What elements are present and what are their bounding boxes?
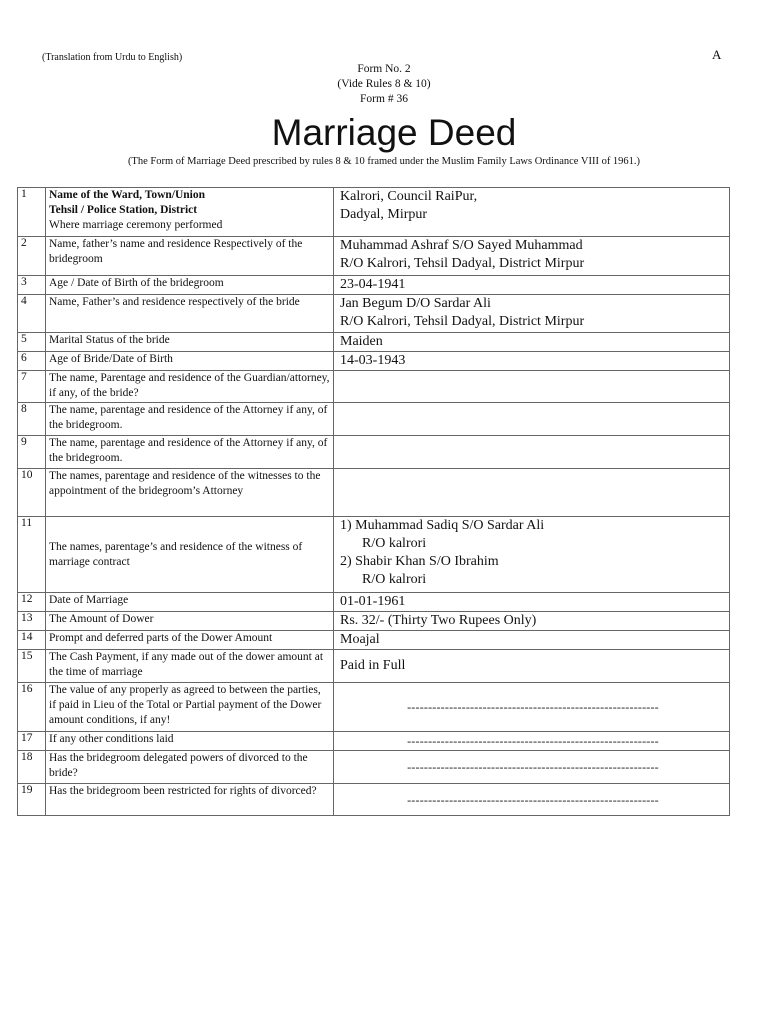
row-label: The name, parentage and residence of the Attorney if any, of the bridegroom.: [46, 436, 334, 469]
row-value: Moajal: [334, 631, 730, 650]
form-number: Form No. 2: [357, 63, 411, 75]
row-label: Name, Father’s and residence respectively of the bride: [46, 295, 334, 333]
table-row: [18, 650, 730, 683]
table-row: [18, 683, 730, 732]
row-number: 11: [18, 517, 46, 593]
row-value: 23-04-1941: [334, 276, 730, 295]
blank-dash-line: ------------------------------------------------------------: [407, 734, 659, 748]
table-row: [18, 188, 730, 237]
row-number: 17: [18, 732, 46, 751]
form-header: [0, 62, 768, 107]
row-value: Paid in Full: [334, 650, 730, 683]
row-value: [334, 751, 730, 784]
row-label: The Cash Payment, if any made out of the dower amount at the time of marriage: [46, 650, 334, 683]
row-label: Has the bridegroom delegated powers of divorced to the bride?: [46, 751, 334, 784]
row-label-line: Tehsil / Police Station, District: [49, 204, 198, 216]
row-value: 01-01-1961: [334, 593, 730, 612]
row-label-line: Where marriage ceremony performed: [49, 219, 223, 231]
row-number: 10: [18, 469, 46, 517]
row-value: [334, 517, 730, 593]
row-value: [334, 403, 730, 436]
table-row: [18, 593, 730, 612]
row-number: 9: [18, 436, 46, 469]
row-label: The name, parentage and residence of the Attorney if any, of the bridegroom.: [46, 403, 334, 436]
blank-dash-line: ------------------------------------------------------------: [407, 792, 659, 807]
row-number: 12: [18, 593, 46, 612]
table-row: [18, 352, 730, 371]
row-value: [334, 188, 730, 237]
row-value: Rs. 32/- (Thirty Two Rupees Only): [334, 612, 730, 631]
row-value-line: Muhammad Ashraf S/O Sayed Muhammad: [340, 238, 583, 253]
table-row: [18, 436, 730, 469]
row-value: [334, 469, 730, 517]
row-label: If any other conditions laid: [46, 732, 334, 751]
table-row: [18, 276, 730, 295]
row-label: Name, father’s name and residence Respectively of the bridegroom: [46, 237, 334, 276]
row-label: [46, 188, 334, 237]
row-number: 15: [18, 650, 46, 683]
row-value-line: Dadyal, Mirpur: [340, 207, 428, 222]
row-number: 3: [18, 276, 46, 295]
row-value-line: R/O kalrori: [362, 536, 427, 551]
row-value: [334, 732, 730, 751]
row-number: 1: [18, 188, 46, 237]
row-number: 7: [18, 371, 46, 403]
row-value: [334, 237, 730, 276]
row-number: 14: [18, 631, 46, 650]
row-label: Age / Date of Birth of the bridegroom: [46, 276, 334, 295]
page-subtitle: (The Form of Marriage Deed prescribed by rules 8 & 10 framed under the Muslim Family Laws Ordinance VIII of 1961.): [127, 156, 641, 167]
row-value-line: 2) Shabir Khan S/O Ibrahim: [340, 554, 499, 569]
table-row: [18, 732, 730, 751]
marriage-deed-table: [17, 187, 730, 816]
row-value: Maiden: [334, 333, 730, 352]
corner-letter: A: [712, 47, 722, 62]
table-row: [18, 295, 730, 333]
row-value: [334, 371, 730, 403]
row-number: 5: [18, 333, 46, 352]
row-number: 13: [18, 612, 46, 631]
table-row: [18, 237, 730, 276]
row-label: The Amount of Dower: [46, 612, 334, 631]
row-number: 16: [18, 683, 46, 732]
row-number: 8: [18, 403, 46, 436]
row-number: 2: [18, 237, 46, 276]
row-value-line: R/O Kalrori, Tehsil Dadyal, District Mirpur: [340, 256, 585, 271]
row-label: Prompt and deferred parts of the Dower Amount: [46, 631, 334, 650]
row-value: [334, 436, 730, 469]
row-number: 19: [18, 784, 46, 816]
table-row: [18, 612, 730, 631]
row-label: Age of Bride/Date of Birth: [46, 352, 334, 371]
form-hash: Form # 36: [360, 93, 408, 105]
row-number: 18: [18, 751, 46, 784]
blank-dash-line: ------------------------------------------------------------: [407, 760, 659, 774]
table-row: [18, 469, 730, 517]
row-label: The names, parentage’s and residence of the witness of marriage contract: [46, 517, 334, 593]
row-label: The value of any properly as agreed to between the parties, if paid in Lieu of the Total or Partial payment of the Dower amount conditions, if any!: [46, 683, 334, 732]
row-value-line: R/O kalrori: [362, 572, 427, 587]
vide-rules: (Vide Rules 8 & 10): [337, 78, 431, 90]
table-row: [18, 751, 730, 784]
row-value-line: Kalrori, Council RaiPur,: [340, 189, 478, 204]
page-title: Marriage Deed: [271, 112, 517, 153]
translation-note: (Translation from Urdu to English): [42, 52, 183, 63]
row-value-line: R/O Kalrori, Tehsil Dadyal, District Mirpur: [340, 314, 585, 329]
row-value-line: 1) Muhammad Sadiq S/O Sardar Ali: [340, 518, 545, 533]
row-value: [334, 784, 730, 816]
row-value: [334, 295, 730, 333]
row-label: Has the bridegroom been restricted for rights of divorced?: [46, 784, 334, 816]
row-label: The name, Parentage and residence of the Guardian/attorney, if any, of the bride?: [46, 371, 334, 403]
row-label: Marital Status of the bride: [46, 333, 334, 352]
table-row: [18, 333, 730, 352]
row-number: 6: [18, 352, 46, 371]
row-label-line: Name of the Ward, Town/Union: [49, 189, 206, 201]
row-value-line: Jan Begum D/O Sardar Ali: [340, 296, 491, 311]
row-number: 4: [18, 295, 46, 333]
blank-dash-line: ------------------------------------------------------------: [407, 700, 659, 714]
table-row: [18, 631, 730, 650]
row-label: Date of Marriage: [46, 593, 334, 612]
table-row: [18, 784, 730, 816]
row-label: The names, parentage and residence of the witnesses to the appointment of the bridegroom’s Attorney: [46, 469, 334, 517]
table-row: [18, 517, 730, 593]
table-row: [18, 371, 730, 403]
row-value: 14-03-1943: [334, 352, 730, 371]
row-value: [334, 683, 730, 732]
table-row: [18, 403, 730, 436]
